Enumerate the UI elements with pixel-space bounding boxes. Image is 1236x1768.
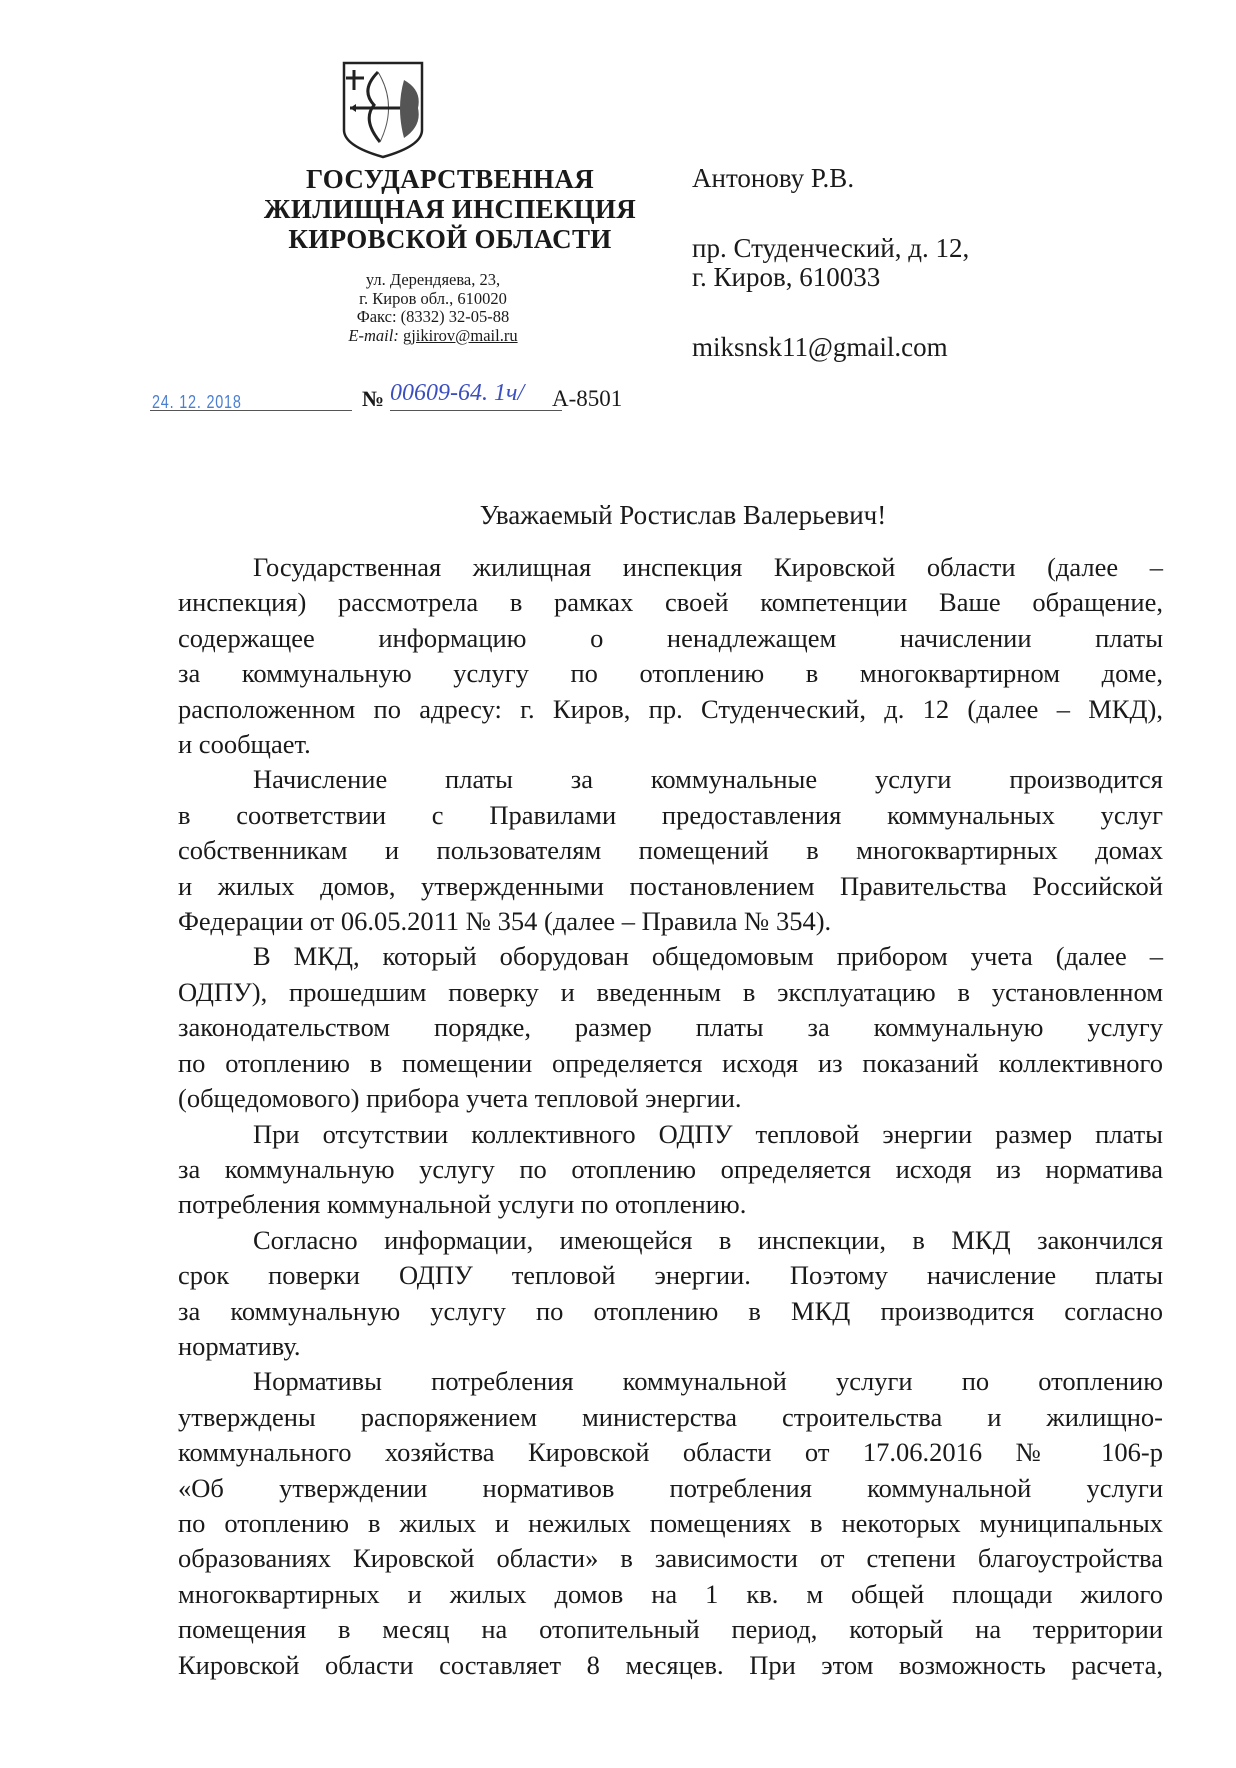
paragraph-line: Государственная жилищная инспекция Кировской области (далее – <box>253 552 1163 582</box>
recipient-address <box>692 234 969 292</box>
paragraph-line: и сообщает. <box>178 729 311 760</box>
paragraph-line: расположенном по адресу: г. Киров, пр. Студенческий, д. 12 (далее – МКД), <box>178 693 1163 724</box>
paragraph-line: инспекция) рассмотрела в рамках своей компетенции Ваше обращение, <box>178 587 1163 618</box>
paragraph-line: коммунального хозяйства Кировской области от 17.06.2016 № 106-р <box>178 1437 1163 1468</box>
registration-date-stamp: 24. 12. 2018 <box>152 392 242 412</box>
paragraph-line: утверждены распоряжением министерства строительства и жилищно- <box>178 1401 1163 1432</box>
paragraph-line: за коммунальную услугу по отоплению в МКД производится согласно <box>178 1295 1163 1326</box>
paragraph-line: В МКД, который оборудован общедомовым прибором учета (далее – <box>253 941 1163 972</box>
handwritten-number: 00609-64. 1ч/ <box>390 380 525 406</box>
org-name-line: ГОСУДАРСТВЕННАЯ <box>306 164 594 194</box>
paragraph-line: образованиях Кировской области» в зависимости от степени благоустройства <box>178 1543 1163 1574</box>
paragraph-line: помещения в месяц на отопительный период, который на территории <box>178 1614 1163 1645</box>
paragraph <box>178 1223 1163 1365</box>
letter-body <box>178 550 1163 1683</box>
paragraph-line: ОДПУ), прошедшим поверку и введенным в эксплуатацию в установленном <box>178 976 1163 1007</box>
org-name-line: ЖИЛИЩНАЯ ИНСПЕКЦИЯ <box>263 194 637 224</box>
greeting: Уважаемый Ростислав Валерьевич! <box>479 500 887 530</box>
paragraph-line: законодательством порядке, размер платы за коммунальную услугу <box>178 1012 1163 1043</box>
paragraph-line: и жилых домов, утвержденными постановлением Правительства Российской <box>178 870 1163 901</box>
paragraph-line: Согласно информации, имеющейся в инспекции, в МКД закончился <box>253 1224 1163 1255</box>
paragraph <box>178 1364 1163 1683</box>
email-line <box>283 327 583 346</box>
email-label: E-mail: <box>348 325 399 345</box>
paragraph-line: по отоплению в жилых и нежилых помещениях в некоторых муниципальных <box>178 1507 1163 1538</box>
paragraph-line: содержащее информацию о ненадлежащем начислении платы <box>178 622 1163 653</box>
recipient-address-line: пр. Студенческий, д. 12, <box>692 233 970 263</box>
paragraph-line: срок поверки ОДПУ тепловой энергии. Поэтому начисление платы <box>178 1260 1163 1291</box>
coat-of-arms-emblem <box>340 60 426 160</box>
org-name-line: КИРОВСКОЙ ОБЛАСТИ <box>288 224 612 254</box>
paragraph-line: Нормативы потребления коммунальной услуги по отоплению <box>253 1366 1163 1397</box>
paragraph-line: «Об утверждении нормативов потребления коммунальной услуги <box>178 1472 1163 1503</box>
paragraph-line: Федерации от 06.05.2011 № 354 (далее – Правила № 354). <box>178 906 832 937</box>
registration-number-suffix: А-8501 <box>552 386 623 411</box>
paragraph-line: Начисление платы за коммунальные услуги производится <box>253 764 1163 795</box>
address-line: г. Киров обл., 610020 <box>359 288 507 308</box>
paragraph-line: (общедомового) прибора учета тепловой энергии. <box>178 1083 742 1114</box>
paragraph-line: многоквартирных и жилых домов на 1 кв. м общей площади жилого <box>178 1578 1163 1609</box>
paragraph-line: за коммунальную услугу по отоплению в многоквартирном доме, <box>178 658 1163 689</box>
paragraph-line: по отоплению в помещении определяется исходя из показаний коллективного <box>178 1047 1163 1078</box>
paragraph-line: При отсутствии коллективного ОДПУ тепловой энергии размер платы <box>253 1118 1163 1149</box>
organization-email-link[interactable]: gjikirov@mail.ru <box>402 325 518 345</box>
address-line: ул. Дерендяева, 23, <box>365 270 501 289</box>
paragraph-line: за коммунальную услугу по отоплению определяется исходя из норматива <box>178 1153 1163 1184</box>
recipient-address-line: г. Киров, 610033 <box>692 262 881 292</box>
address-line: Факс: (8332) 32-05-88 <box>356 307 510 326</box>
paragraph <box>178 762 1163 939</box>
organization-address <box>283 271 583 345</box>
paragraph-line: нормативу. <box>178 1330 301 1361</box>
paragraph-line: Кировской области составляет 8 месяцев. При этом возможность расчета, <box>178 1649 1163 1680</box>
paragraph <box>178 939 1163 1116</box>
paragraph-line: потребления коммунальной услуги по отоплению. <box>178 1189 747 1220</box>
paragraph-line: собственникам и пользователям помещений в многоквартирных домах <box>178 835 1163 866</box>
paragraph <box>178 550 1163 762</box>
recipient-name: Антонову Р.В. <box>692 163 855 193</box>
paragraph-line: в соответствии с Правилами предоставления коммунальных услуг <box>178 799 1163 830</box>
organization-name <box>210 164 690 254</box>
number-underline <box>390 410 562 411</box>
registration-row <box>150 380 650 416</box>
paragraph <box>178 1117 1163 1223</box>
recipient-email: miksnsk11@gmail.com <box>692 332 948 362</box>
number-sign: № <box>362 386 385 411</box>
